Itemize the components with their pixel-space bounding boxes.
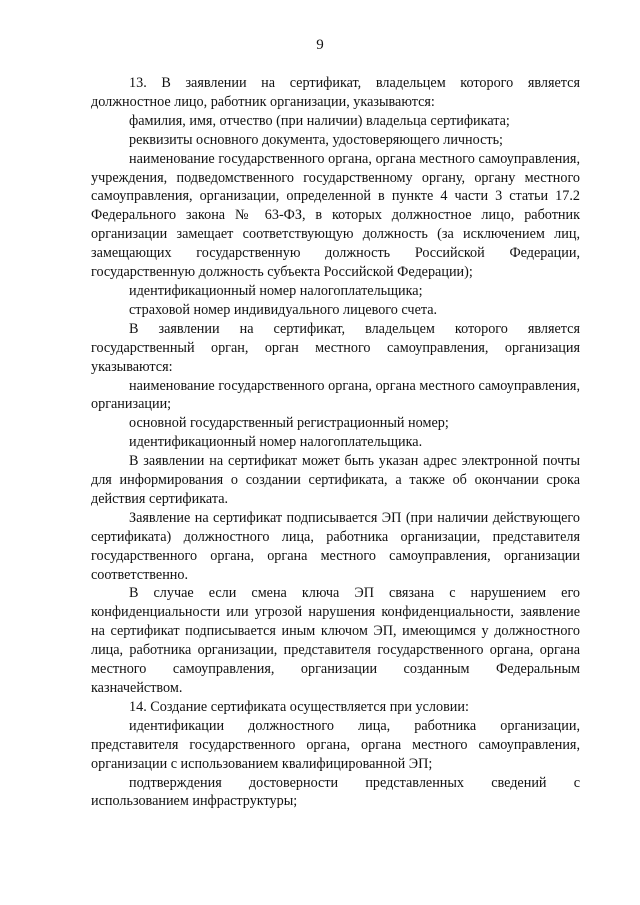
paragraph-key-change: В случае если смена ключа ЭП связана с нарушением его конфиденциальности или угрозой нарушения конфиденциальности, заявление на сертификат подписывается иным ключом ЭП, имеющимся у должностного лица, работника организации, представителя государственного органа, органа местного самоуправления, организации созданным Федеральным казначейством. bbox=[91, 585, 580, 696]
paragraph-organization-title: наименование государственного органа, органа местного самоуправления, организации; bbox=[91, 377, 580, 413]
page-number: 9 bbox=[316, 37, 324, 53]
paragraph-snils: страховой номер индивидуального лицевого счета. bbox=[129, 301, 438, 318]
paragraph-14-intro: 14. Создание сертификата осуществляется при условии: bbox=[129, 698, 469, 715]
paragraph-ogrn: основной государственный регистрационный номер; bbox=[129, 415, 449, 432]
paragraph-identity-document: реквизиты основного документа, удостоверяющего личность; bbox=[129, 131, 504, 148]
paragraph-signature: Заявление на сертификат подписывается ЭП (при наличии действующего сертификата) должностного лица, работника организации, представителя государственного органа, органа местного самоуправления, организации соответственно. bbox=[91, 509, 580, 583]
paragraph-full-name: фамилия, имя, отчество (при наличии) владельца сертификата; bbox=[129, 112, 510, 129]
paragraph-organization-name: наименование государственного органа, органа местного самоуправления, учреждения, подведомственного государственному органу, органу местного самоуправления, организации, определенной в пункте 4 части 3 статьи 17.2 Федерального закона № 63-ФЗ, в которых должностное лицо, работник организации замещает соответствующую должность (за исключением лиц, замещающих государственную должность Российской Федерации, государственную должность субъекта Российской Федерации); bbox=[91, 150, 580, 281]
paragraph-organization-owner: В заявлении на сертификат, владельцем которого является государственный орган, орган местного самоуправления, организация указываются: bbox=[91, 320, 580, 375]
paragraph-org-inn: идентификационный номер налогоплательщика. bbox=[129, 434, 423, 451]
paragraph-email: В заявлении на сертификат может быть указан адрес электронной почты для информирования о создании сертификата, а также об окончании срока действия сертификата. bbox=[91, 453, 580, 507]
paragraph-verification: подтверждения достоверности представленных сведений с использованием инфраструктуры; bbox=[91, 774, 580, 810]
paragraph-13-intro: 13. В заявлении на сертификат, владельцем которого является должностное лицо, работник организации, указываются: bbox=[91, 75, 580, 110]
paragraph-inn: идентификационный номер налогоплательщика; bbox=[129, 282, 423, 299]
paragraph-identification: идентификации должностного лица, работника организации, представителя государственного органа, органа местного самоуправления, организации с использованием квалифицированной ЭП; bbox=[91, 717, 580, 772]
document-body bbox=[91, 74, 580, 811]
